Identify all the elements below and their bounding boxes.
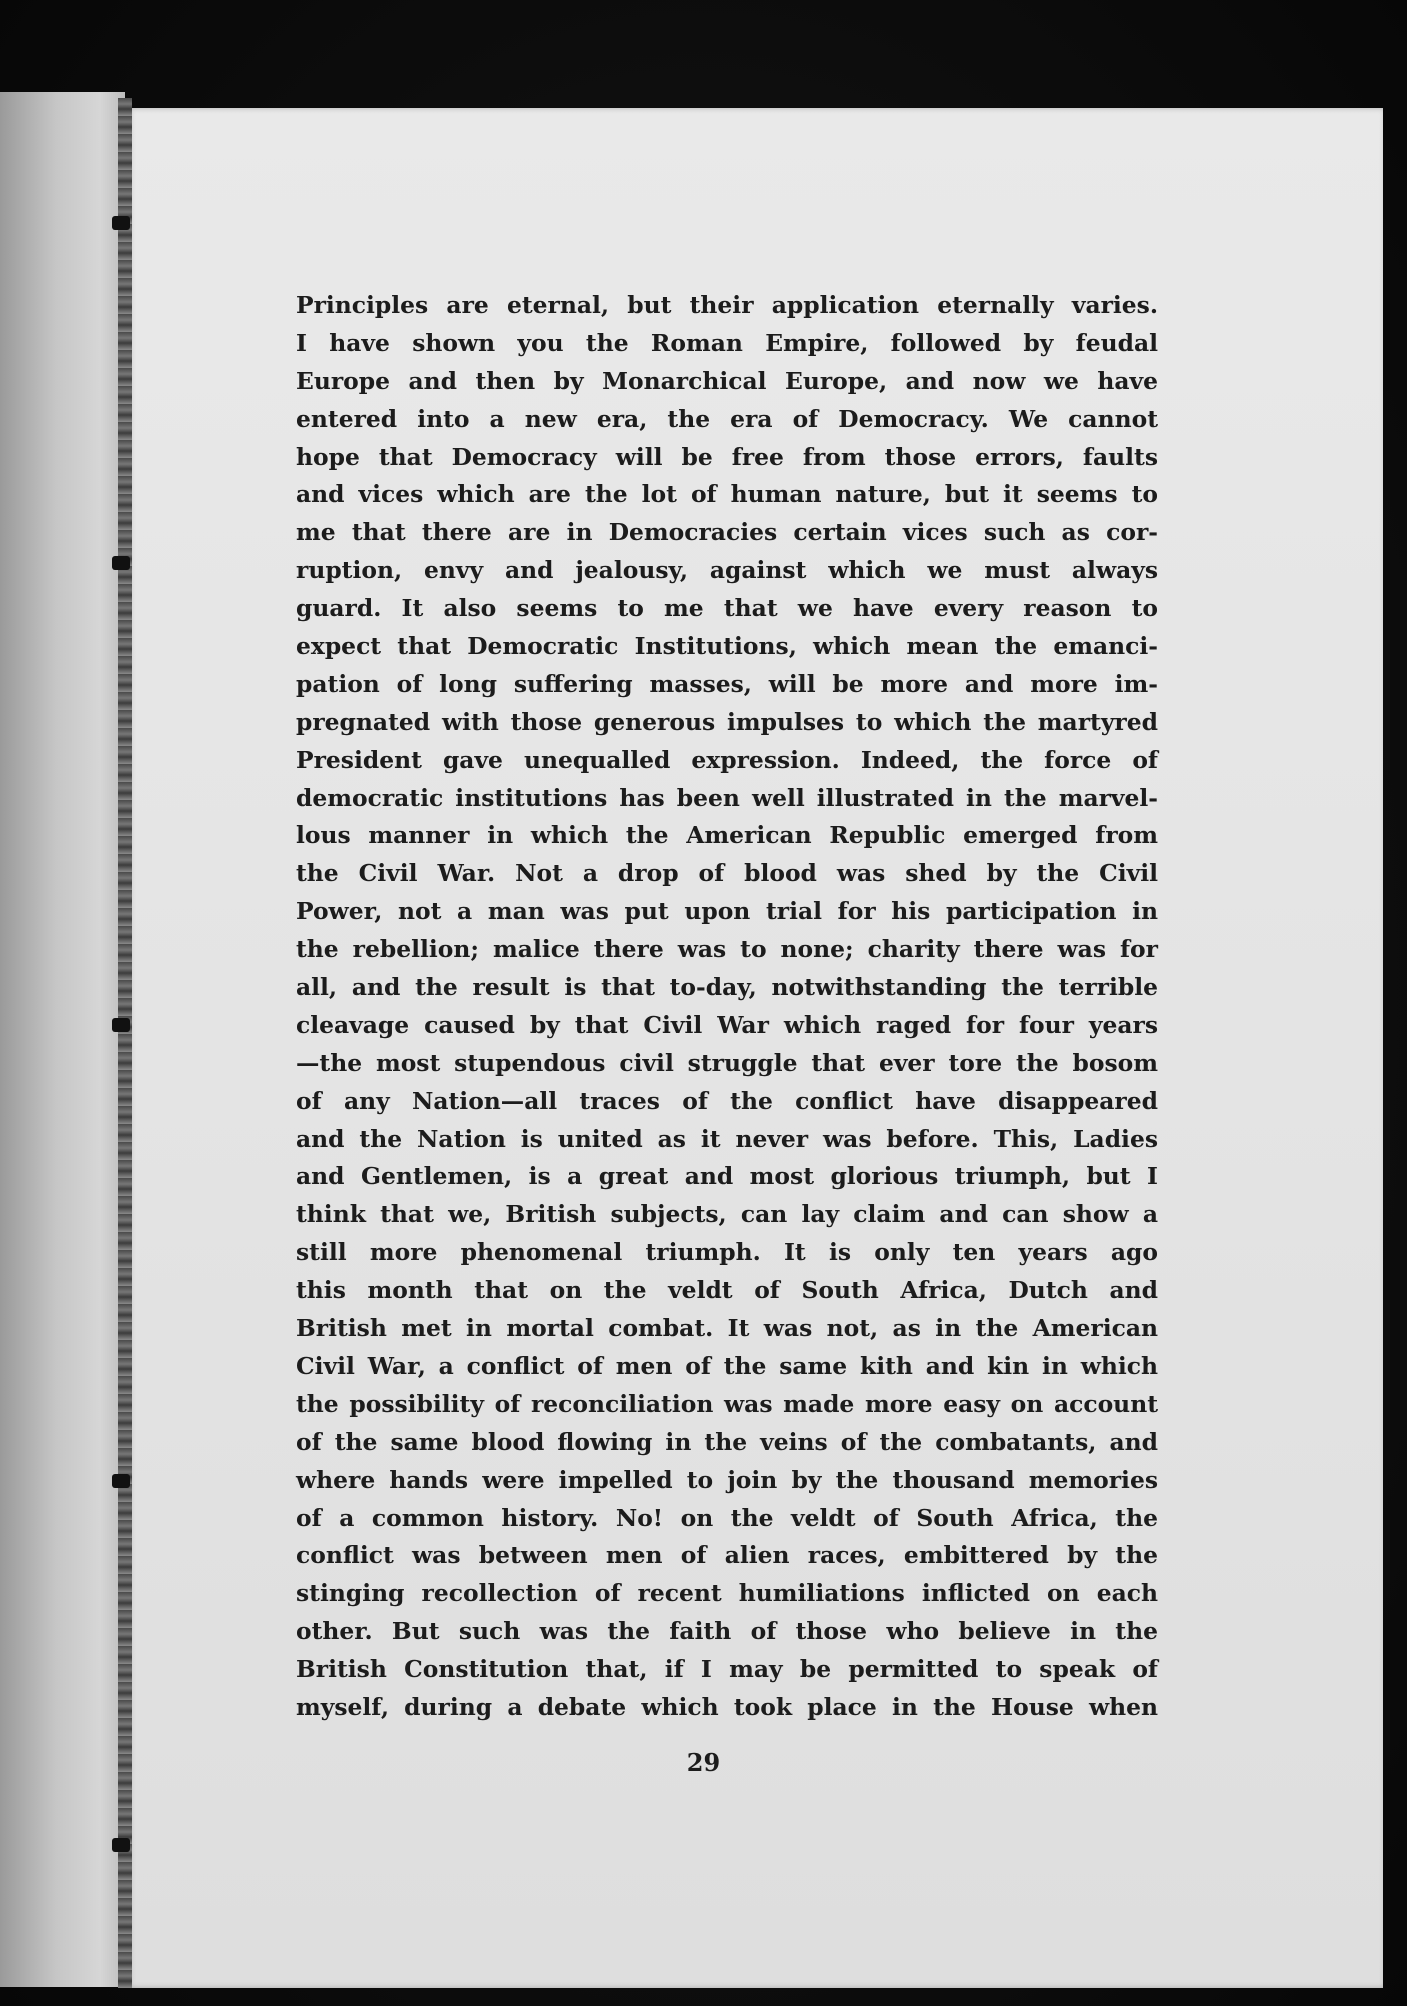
binding-gutter <box>118 98 132 1988</box>
text-line: —the most stupendous civil struggle that ever tore the bosom <box>296 1048 1158 1077</box>
text-line: of any Nation—all traces of the conflict have disappeared <box>296 1086 1158 1115</box>
text-line: President gave unequalled expression. Indeed, the force of <box>296 745 1158 774</box>
text-line: Civil War, a conflict of men of the same kith and kin in which <box>296 1351 1158 1380</box>
text-line: and the Nation is united as it never was before. This, Ladies <box>296 1124 1158 1153</box>
text-line: the rebellion; malice there was to none; charity there was for <box>296 935 1158 964</box>
text-line: the possibility of reconciliation was made more easy on account <box>296 1389 1158 1418</box>
page-number: 29 <box>686 1748 721 1777</box>
text-line: and vices which are the lot of human nature, but it seems to <box>296 480 1158 509</box>
text-line: guard. It also seems to me that we have every reason to <box>296 594 1158 623</box>
text-line: cleavage caused by that Civil War which raged for four years <box>296 1010 1158 1039</box>
text-line: think that we, British subjects, can lay claim and can show a <box>296 1200 1158 1229</box>
text-line: stinging recollection of recent humiliations inflicted on each <box>296 1579 1158 1608</box>
text-line: pregnated with those generous impulses to which the martyred <box>296 707 1158 736</box>
text-line: of a common history. No! on the veldt of South Africa, the <box>296 1503 1158 1532</box>
text-line: where hands were impelled to join by the thousand memories <box>296 1465 1158 1494</box>
binding-stitch <box>112 216 130 230</box>
text-line: pation of long suffering masses, will be more and more im- <box>296 669 1158 698</box>
text-line: conflict was between men of alien races, embittered by the <box>296 1541 1158 1570</box>
text-line: other. But such was the faith of those who believe in the <box>296 1617 1158 1646</box>
text-line: Europe and then by Monarchical Europe, and now we have <box>296 366 1158 395</box>
text-line: of the same blood flowing in the veins of the combatants, and <box>296 1427 1158 1456</box>
text-line: and Gentlemen, is a great and most glorious triumph, but I <box>296 1162 1158 1191</box>
text-line: this month that on the veldt of South Africa, Dutch and <box>296 1276 1158 1305</box>
text-line: ruption, envy and jealousy, against which we must always <box>296 556 1158 585</box>
text-line: all, and the result is that to-day, notwithstanding the terrible <box>296 973 1158 1002</box>
binding-stitch <box>112 1018 130 1032</box>
text-line: British met in mortal combat. It was not, as in the American <box>296 1314 1158 1343</box>
text-line: me that there are in Democracies certain vices such as cor- <box>296 518 1158 547</box>
binding-stitch <box>112 556 130 570</box>
body-text <box>296 287 1158 1727</box>
text-line: expect that Democratic Institutions, which mean the emanci- <box>296 632 1158 661</box>
text-line: entered into a new era, the era of Democracy. We cannot <box>296 404 1158 433</box>
left-page-edge <box>0 92 125 1987</box>
text-line: still more phenomenal triumph. It is only ten years ago <box>296 1238 1158 1267</box>
text-line: Power, not a man was put upon trial for his participation in <box>296 897 1158 926</box>
text-line: democratic institutions has been well illustrated in the marvel- <box>296 783 1158 812</box>
binding-stitch <box>112 1838 130 1852</box>
text-line: British Constitution that, if I may be permitted to speak of <box>296 1655 1158 1684</box>
text-line: the Civil War. Not a drop of blood was shed by the Civil <box>296 859 1158 888</box>
text-line: myself, during a debate which took place in the House when <box>296 1692 1158 1721</box>
binding-stitch <box>112 1474 130 1488</box>
text-line: Principles are eternal, but their application eternally varies. <box>296 291 1158 319</box>
text-line: I have shown you the Roman Empire, followed by feudal <box>296 328 1158 357</box>
text-line: hope that Democracy will be free from those errors, faults <box>296 442 1158 471</box>
text-line: lous manner in which the American Republic emerged from <box>296 821 1158 850</box>
